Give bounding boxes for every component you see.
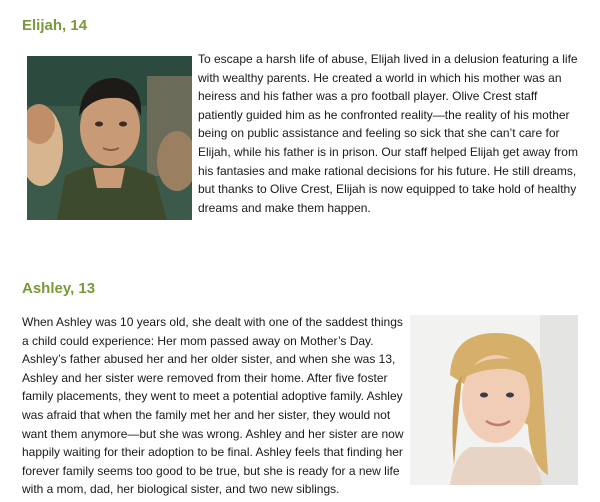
story-elijah: To escape a harsh life of abuse, Elijah lived in a delusion featuring a life with wealthy parents. He created a world in which his mother was an heiress and his father was a pro football player. Olive Crest staff patiently guided him as he confronted reality—the reality of his mother being on public assistance and feeling so sick that she can’t care for Elijah, while his father is in prison. Our staff helped Elijah get away from his fantasies and make rational decisions for his future. He still dreams, but thanks to Olive Crest, Elijah is now equipped to take hold of healthy dreams and make them happen. bbox=[198, 52, 578, 215]
profile-heading-elijah: Elijah, 14 bbox=[22, 17, 88, 34]
story-ashley: When Ashley was 10 years old, she dealt with one of the saddest things a child could experience: Her mom passed away on Mother’s Day. Ashley’s father abused her and her older sister, and when she was 13, Ashley and her sister were removed from their home. After five foster family placements, they went to meet a potential adoptive family. Ashley was afraid that when the family met her and her sister, they would not want them anymore—but she was wrong. Ashley and her sister are now happily waiting for their adoption to be final. Ashley feels that finding her forever family seems too good to be true, but she is ready for a new life with a mom, dad, her biological sister, and two new siblings. bbox=[22, 315, 404, 497]
photo-elijah bbox=[27, 56, 192, 220]
photo-ashley bbox=[410, 315, 578, 485]
profile-heading-ashley: Ashley, 13 bbox=[22, 280, 96, 297]
